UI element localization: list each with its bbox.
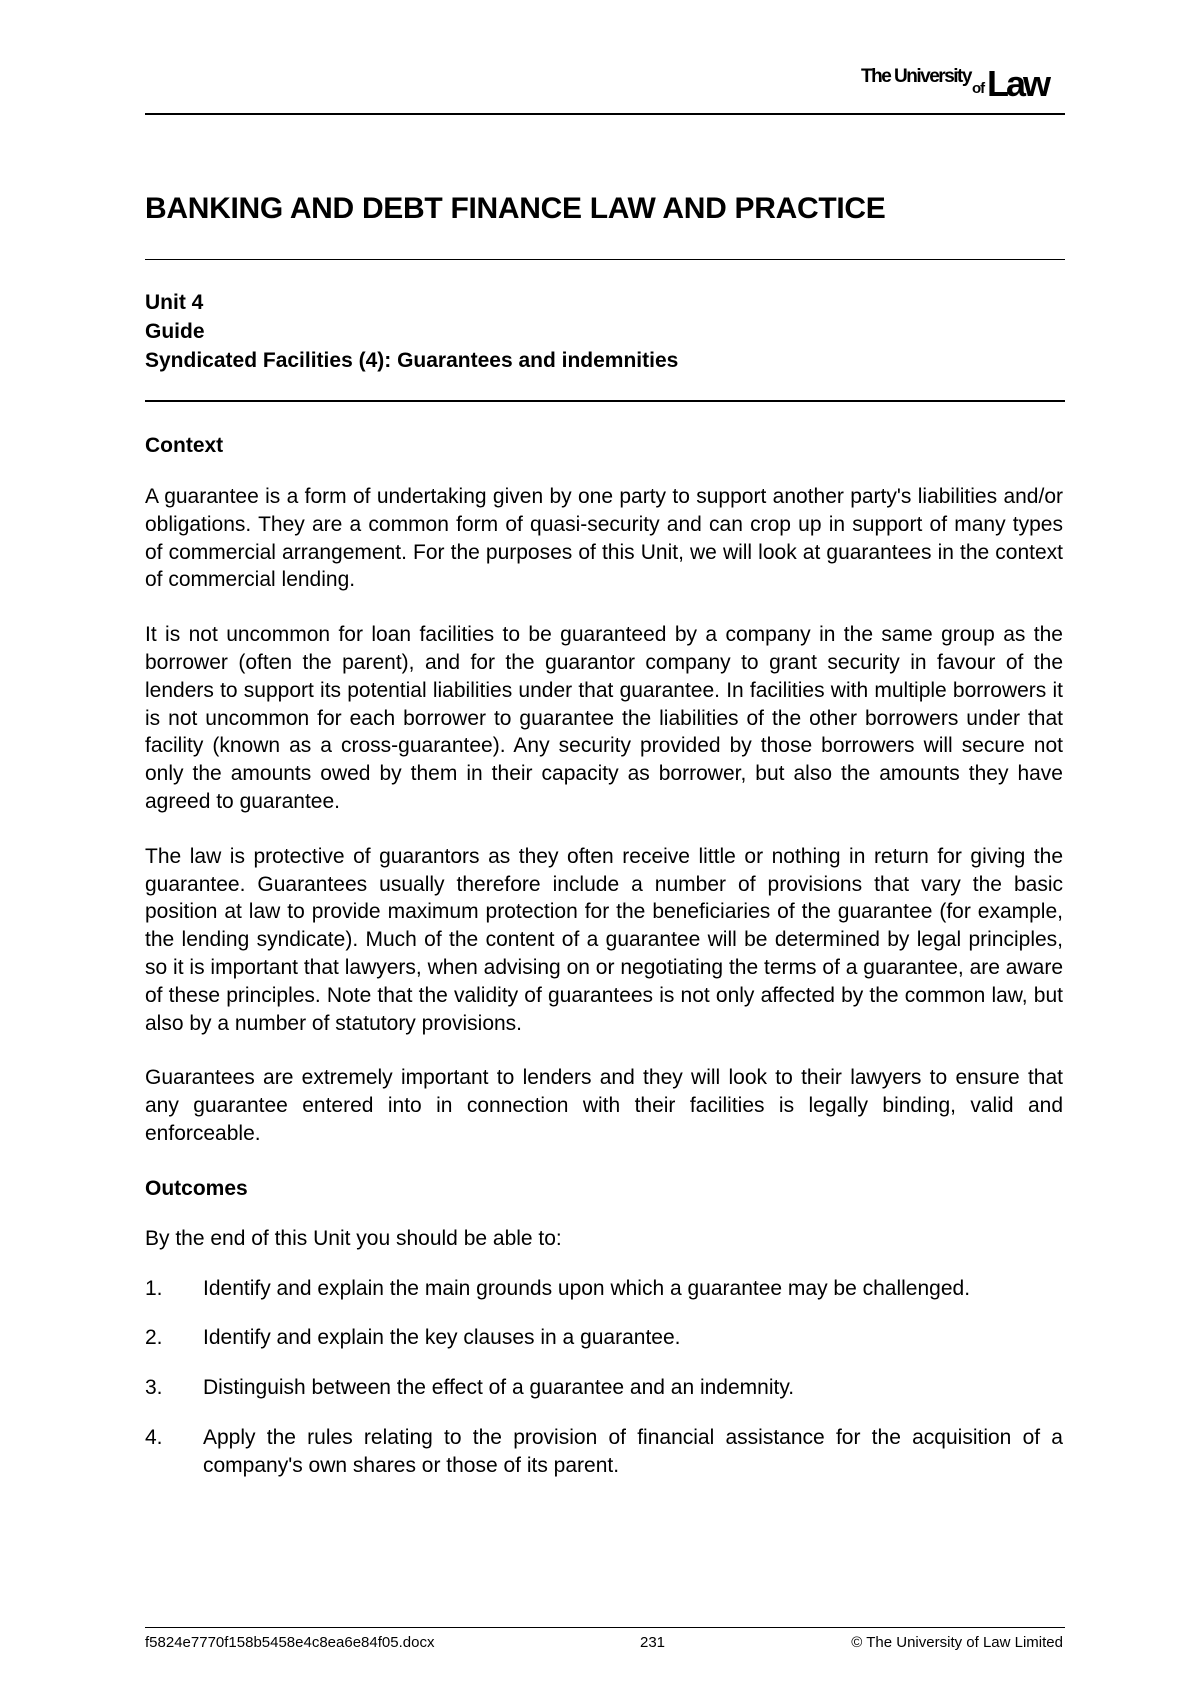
main-content [145, 432, 1063, 1502]
logo-text-law: Law [987, 63, 1049, 104]
outcome-text: Apply the rules relating to the provision of financial assistance for the acquisition of a company's own shares or those of its parent. [203, 1425, 1063, 1477]
context-paragraph: The law is protective of guarantors as they often receive little or nothing in return for giving the guarantee. Guarantees usually therefore include a number of provisions that vary the basic position at law to provide maximum protection for the beneficiaries of the guarantee (for example, the lending syndicate). Much of the content of a guarantee will be determined by legal principles, so it is important that lawyers, when advising on or negotiating the terms of a guarantee, are aware of these principles. Note that the validity of guarantees is not only affected by the common law, but also by a number of statutory provisions. [145, 844, 1063, 1035]
outcome-number: 4. [145, 1425, 163, 1449]
unit-rule [145, 400, 1065, 402]
outcome-number: 3. [145, 1376, 163, 1400]
footer-page-number: 231 [640, 1634, 666, 1651]
context-heading: Context [145, 434, 224, 457]
outcome-number: 2. [145, 1326, 163, 1350]
context-paragraph: Guarantees are extremely important to lenders and they will look to their lawyers to ensure that any guarantee entered into in connection with their facilities is legally binding, valid and enforceable. [145, 1066, 1063, 1145]
header-rule [145, 113, 1065, 115]
outcome-item [145, 1374, 1063, 1402]
footer-copyright: © The University of Law Limited [851, 1634, 1063, 1651]
logo-text-the-university: The University [861, 66, 971, 87]
context-paragraph: A guarantee is a form of undertaking given by one party to support another party's liabilities and/or obligations. They are a common form of quasi-security and can crop up in support of many types of commercial arrangement. For the purposes of this Unit, we will look at guarantees in the context of commercial lending. [145, 485, 1063, 592]
outcome-number: 1. [145, 1276, 163, 1300]
unit-type: Guide [145, 320, 205, 343]
outcomes-heading: Outcomes [145, 1176, 248, 1200]
footer-rule [145, 1627, 1065, 1628]
logo-text-of: of [972, 80, 985, 97]
footer-file-reference: f5824e7770f158b5458e4c8ea6e84f05.docx [145, 1634, 435, 1651]
outcomes-intro: By the end of this Unit you should be able to: [145, 1226, 562, 1250]
unit-block [145, 288, 678, 375]
outcome-item [145, 1275, 1063, 1303]
outcome-item [145, 1424, 1063, 1480]
title-rule [145, 259, 1065, 260]
unit-number: Unit 4 [145, 291, 204, 314]
university-of-law-logo [857, 62, 1067, 108]
context-paragraph: It is not uncommon for loan facilities to be guaranteed by a company in the same group as the borrower (often the parent), and for the guarantor company to grant security in favour of the lenders to support its potential liabilities under that guarantee. In facilities with multiple borrowers it is not uncommon for each borrower to guarantee the liabilities of the other borrowers under that facility (known as a cross-guarantee). Any security provided by those borrowers will secure not only the amounts owed by them in their capacity as borrower, but also the amounts they have agreed to guarantee. [145, 623, 1063, 813]
outcome-text: Distinguish between the effect of a guarantee and an indemnity. [203, 1376, 795, 1400]
outcome-item [145, 1324, 1063, 1352]
page-footer [145, 1634, 1065, 1654]
document-title: BANKING AND DEBT FINANCE LAW AND PRACTICE [145, 192, 886, 225]
unit-subject: Syndicated Facilities (4): Guarantees and indemnities [145, 349, 679, 372]
outcome-text: Identify and explain the main grounds upon which a guarantee may be challenged. [203, 1276, 971, 1300]
outcome-text: Identify and explain the key clauses in a guarantee. [203, 1326, 681, 1350]
